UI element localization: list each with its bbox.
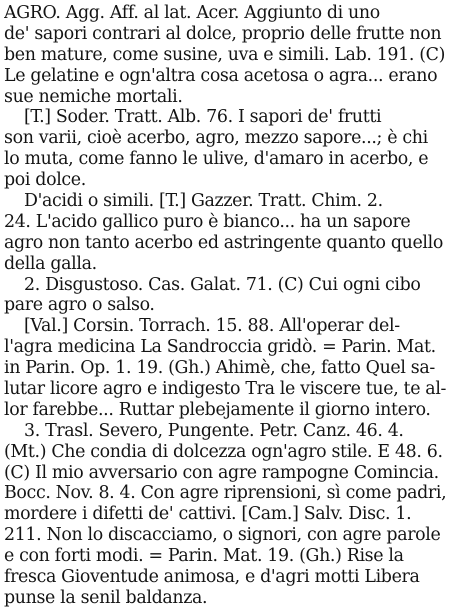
- entry-line: fresca Gioventude animosa, e d'agri motti Libera: [4, 567, 420, 588]
- entry-line: AGRO. Agg. Aff. al lat. Acer. Aggiunto di uno: [4, 3, 380, 23]
- entry-line: lo muta, come fanno le ulive, d'amaro in acerbo, e: [4, 149, 429, 170]
- entry-line: lor farebbe... Ruttar plebejamente il giorno intero.: [4, 399, 431, 420]
- entry-line: 2. Disgustoso. Cas. Galat. 71. (C) Cui ogni cibo: [24, 274, 421, 295]
- entry-line: e con forti modi. = Parin. Mat. 19. (Gh.) Rise la: [4, 546, 404, 567]
- entry-line: sue nemiche mortali.: [4, 86, 183, 107]
- entry-line: l'agra medicina La Sandroccia gridò. = Parin. Mat.: [4, 337, 436, 358]
- entry-line: agro non tanto acerbo ed astringente quanto quello: [4, 232, 443, 253]
- entry-line: Bocc. Nov. 8. 4. Con agre riprensioni, sì come padri,: [4, 483, 447, 504]
- entry-line: de' sapori contrari al dolce, proprio delle frutte non: [4, 23, 442, 44]
- dictionary-entry: [4, 3, 466, 609]
- entry-line: punse la senil baldanza.: [4, 587, 208, 608]
- entry-line: 3. Trasl. Severo, Pungente. Petr. Canz. 46. 4.: [24, 420, 404, 441]
- entry-line: [T.] Soder. Tratt. Alb. 76. I sapori de' frutti: [24, 107, 382, 128]
- entry-line: D'acidi o simili. [T.] Gazzer. Tratt. Chim. 2.: [24, 191, 383, 212]
- entry-line: lutar licore agro e indigesto Tra le viscere tue, te al-: [4, 379, 447, 400]
- entry-line: Le gelatine e ogn'altra cosa acetosa o agra... erano: [4, 65, 438, 86]
- entry-line: 211. Non lo discacciamo, o signori, con agre parole: [4, 525, 441, 546]
- entry-line: pare agro o salso.: [4, 295, 155, 316]
- entry-line: son varii, cioè acerbo, agro, mezzo sapore...; è chi: [4, 128, 428, 149]
- entry-line: (Mt.) Che condia di dolcezza ogn'agro stile. E 48. 6.: [4, 441, 443, 462]
- entry-line: (C) Il mio avversario con agre rampogne Comincia.: [4, 462, 439, 483]
- entry-line: 24. L'acido gallico puro è bianco... ha un sapore: [4, 211, 411, 232]
- entry-line: [Val.] Corsin. Torrach. 15. 88. All'operar del-: [24, 316, 400, 337]
- entry-line: della galla.: [4, 253, 97, 274]
- entry-line: poi dolce.: [4, 170, 86, 191]
- entry-line: mordere i difetti de' cattivi. [Cam.] Salv. Disc. 1.: [4, 504, 412, 525]
- entry-line: in Parin. Op. 1. 19. (Gh.) Ahimè, che, fatto Quel sa-: [4, 358, 435, 379]
- entry-line: ben mature, come susine, uva e simili. Lab. 191. (C): [4, 44, 446, 65]
